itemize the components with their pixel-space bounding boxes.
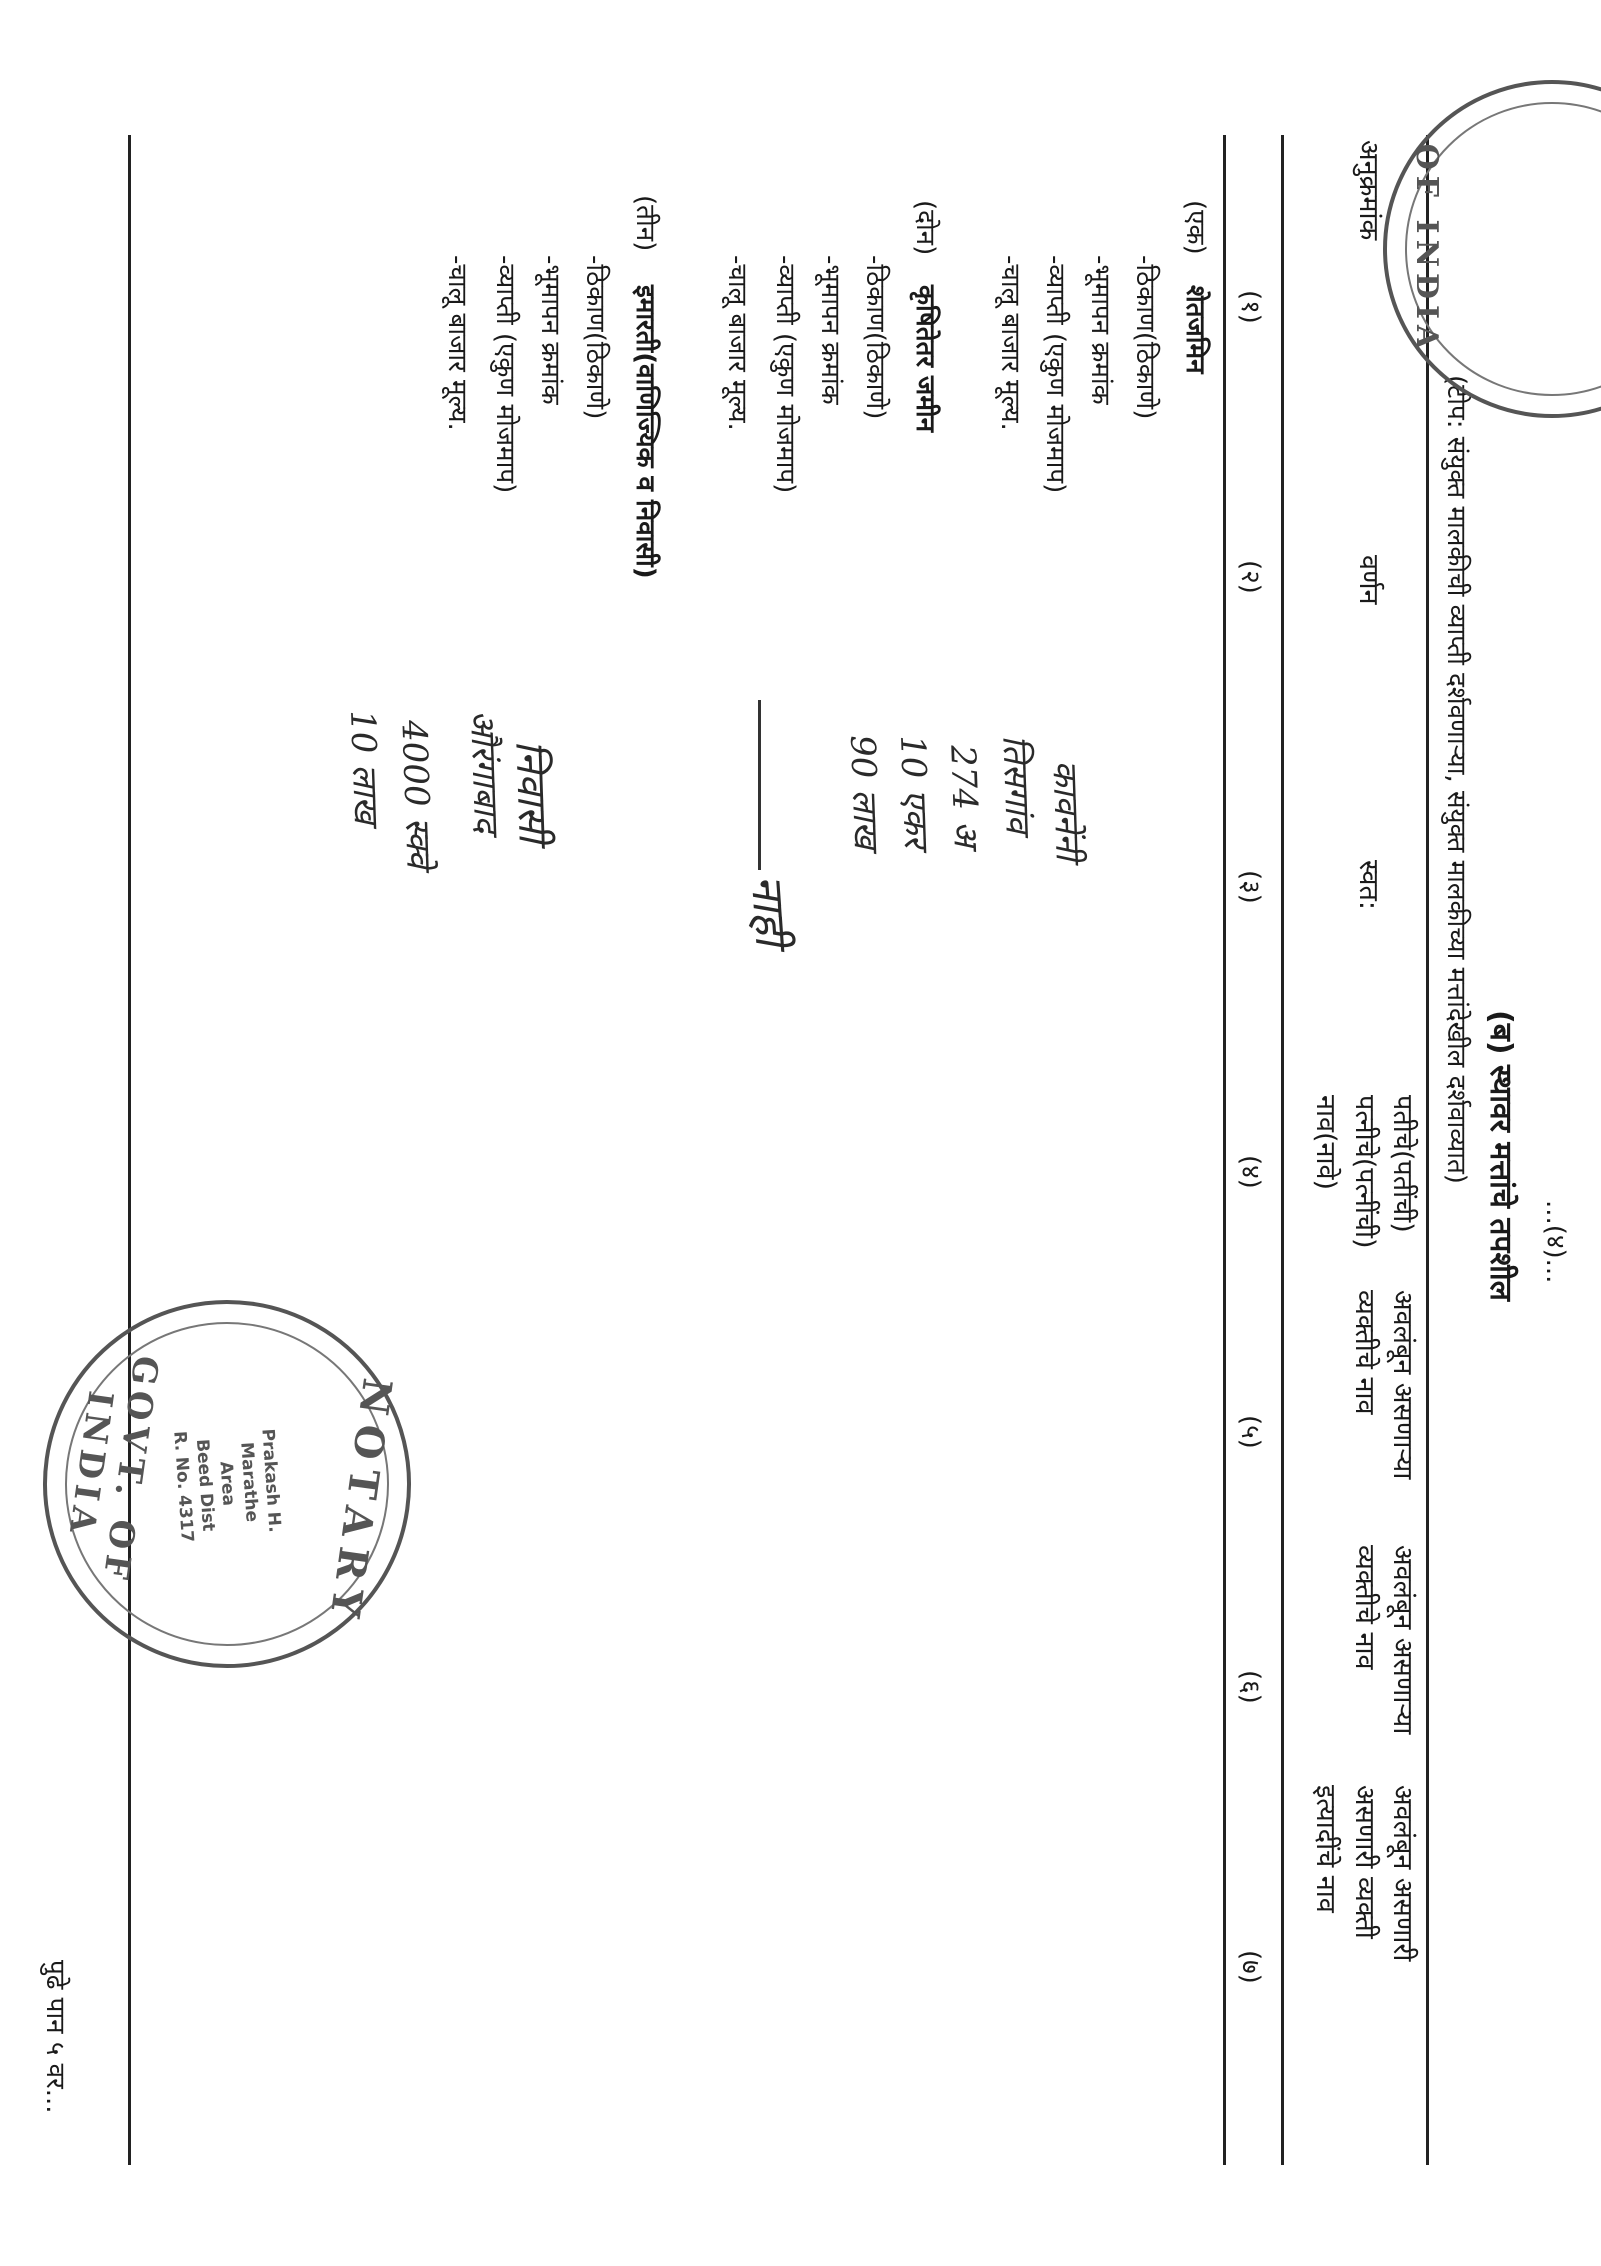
header-col7: अवलंबून असणारी असणारी व्यक्ती इत्यादींचे नाव — [1310, 1785, 1418, 1962]
section-3-index: (तीन) — [630, 195, 660, 252]
column-number-5: (५) — [1235, 1415, 1265, 1449]
handwritten-agri-village: कावनेंनी — [1044, 759, 1088, 862]
handwritten-building-value: 10 लाख — [342, 709, 386, 825]
header-col5: अवलंबून असणाऱ्या व्यक्तीचे नाव — [1348, 1290, 1418, 1480]
handwritten-agri-area: 10 एकर — [892, 734, 936, 849]
column-number-2: (२) — [1235, 560, 1265, 594]
notary-seal-center: Prakash H. Marathe Area Beed Dist R. No. 4317 — [169, 1428, 285, 1544]
handwritten-building-type: निवासी — [506, 739, 556, 844]
section-2-item: -चालू बाजार मूल्य. — [722, 255, 752, 431]
handwritten-agri-value: 90 लाख — [842, 734, 886, 850]
notary-seal-top-text: NOTARY — [319, 1375, 401, 1631]
header-col6: अवलंबून असणाऱ्या व्यक्तीचे नाव — [1348, 1545, 1418, 1735]
header-col4: पतीचे(पतींची) पत्नीचे(पत्नींची) नाव(नावे) — [1310, 1095, 1418, 1249]
section-3-item: -भूमापन क्रमांक — [535, 255, 565, 405]
table-top-rule — [1426, 135, 1429, 2165]
section-3-title: इमारती(वाणिज्यिक व निवासी) — [630, 285, 660, 579]
column-number-6: (६) — [1235, 1670, 1265, 1704]
corner-seal-text: OF INDIA — [1409, 143, 1444, 355]
handwritten-dash — [758, 700, 761, 870]
section-3-item: -चालू बाजार मूल्य. — [442, 255, 472, 431]
handwritten-agri-place: तिसगांव — [994, 734, 1038, 834]
column-number-4: (४) — [1235, 1155, 1265, 1189]
table-number-rule — [1223, 135, 1226, 2165]
section-1-item: -भूमापन क्रमांक — [1085, 255, 1115, 405]
section-1-title: शेतजमिन — [1180, 285, 1210, 374]
page-footer: पुढे पान ५ वर... — [40, 1960, 70, 2114]
page-marker: ...(४)... — [1540, 1200, 1570, 1284]
section-1-item: -व्याप्ती (एकुण मोजमाप) — [1040, 255, 1070, 494]
notary-seal — [19, 1276, 435, 1692]
notary-seal-bottom-text: GOVT. OF INDIA — [60, 1353, 166, 1588]
handwritten-building-place: औरंगाबाद — [461, 709, 507, 834]
column-number-3: (३) — [1235, 870, 1265, 904]
handwritten-building-area: 4000 स्क्वे — [393, 719, 439, 869]
section-2-index: (दोन) — [910, 200, 940, 256]
section-note: (टीप: संयुक्त मालकीची व्याप्ती दर्शवणाऱ्या, संयुक्त मालकीच्या मत्तांदेखील दर्शवाव्यात) — [1441, 375, 1471, 1184]
section-2-item: -भूमापन क्रमांक — [815, 255, 845, 405]
section-3-item: -व्याप्ती (एकुण मोजमाप) — [490, 255, 520, 494]
handwritten-agri-survey-no: 274 अ — [942, 744, 986, 848]
column-number-7: (७) — [1235, 1950, 1265, 1984]
header-col1: अनुक्रमांक — [1353, 140, 1384, 241]
column-number-1: (१) — [1235, 290, 1265, 324]
header-col3: स्वत: — [1353, 860, 1384, 911]
section-2-item: -व्याप्ती (एकुण मोजमाप) — [770, 255, 800, 494]
section-1-index: (एक) — [1180, 200, 1210, 255]
section-2-item: -ठिकाण(ठिकाणे) — [860, 255, 890, 420]
corner-seal-partial — [1383, 80, 1601, 418]
header-col2: वर्णन — [1353, 555, 1384, 605]
section-3-item: -ठिकाण(ठिकाणे) — [580, 255, 610, 420]
section-1-item: -चालू बाजार मूल्य. — [995, 255, 1025, 431]
section-2-title: कृषितेतर जमीन — [910, 285, 940, 433]
section-title: (ब) स्थावर मत्तांचे तपशील — [1483, 1010, 1518, 1301]
section-1-item: -ठिकाण(ठिकाणे) — [1130, 255, 1160, 420]
table-header-rule — [1281, 135, 1284, 2165]
table-bottom-rule — [128, 135, 131, 2165]
handwritten-none: नाही — [740, 873, 797, 948]
